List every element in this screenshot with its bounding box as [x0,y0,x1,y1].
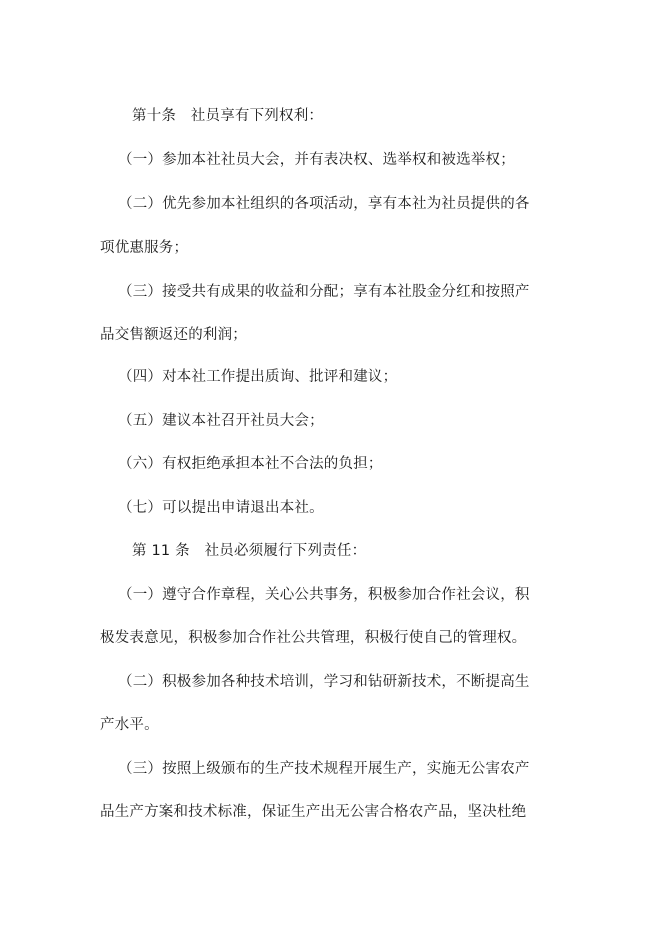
article-10-item-2-line-2: 项优惠服务； [100,240,189,256]
article-10-item-3-line-2: 品交售额返还的利润； [100,327,247,343]
article-11-item-1-line-2: 极发表意见，积极参加合作社公共管理，积极行使自己的管理权。 [100,630,527,646]
article-10-item-7: （七）可以提出申请退出本社。 [118,500,324,516]
article-10-item-2-line-1: （二）优先参加本社组织的各项活动，享有本社为社员提供的各 [118,196,530,212]
article-10-item-4: （四）对本社工作提出质询、批评和建议； [118,369,398,385]
article-10-item-5: （五）建议本社召开社员大会； [118,413,324,429]
article-11-item-3-line-1: （三）按照上级颁布的生产技术规程开展生产，实施无公害农产 [118,761,530,777]
article-10-item-1: （一）参加本社社员大会，并有表决权、选举权和被选举权； [118,152,515,168]
article-10-item-6: （六）有权拒绝承担本社不合法的负担； [118,456,383,472]
article-10-item-3-line-1: （三）接受共有成果的收益和分配；享有本社股金分红和按照产 [118,284,530,300]
article-11-item-2-line-1: （二）积极参加各种技术培训，学习和钻研新技术，不断提高生 [118,674,530,690]
article-11-item-3-line-2: 品生产方案和技术标准，保证生产出无公害合格农产品，坚决杜绝 [100,804,527,820]
article-11-item-1-line-1: （一）遵守合作章程，关心公共事务，积极参加合作社会议，积 [118,587,530,603]
article-11-title: 第 11 条 社员必须履行下列责任： [132,543,367,559]
article-10-title: 第十条 社员享有下列权利： [132,108,324,124]
article-11-item-2-line-2: 产水平。 [100,717,159,733]
